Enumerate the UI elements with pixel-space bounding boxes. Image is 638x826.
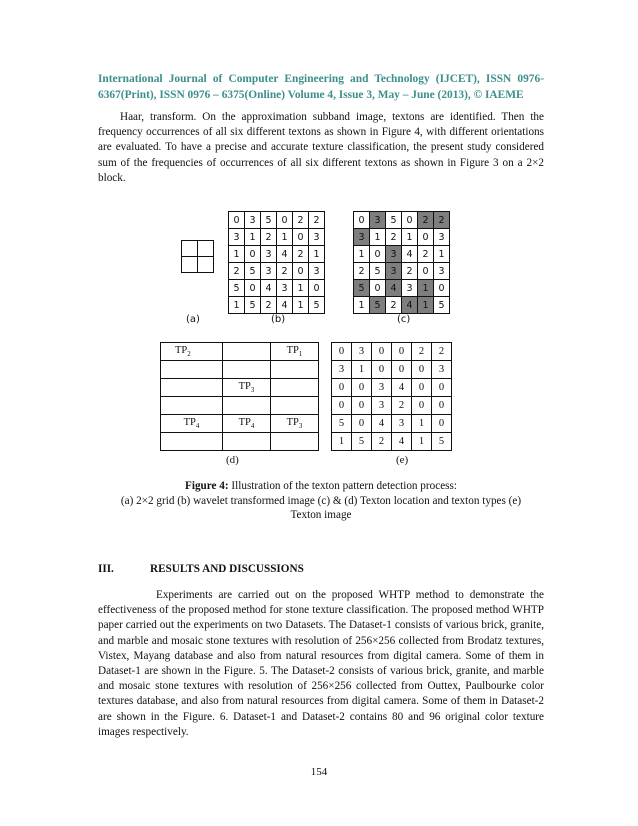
- grid-cell: 5: [309, 297, 325, 314]
- grid-cell: 1: [412, 433, 432, 451]
- grid-cell: 3: [372, 397, 392, 415]
- grid-cell: 1: [434, 246, 450, 263]
- grid-cell: 5: [370, 297, 386, 314]
- grid-cell: 3: [352, 343, 372, 361]
- grid-cell: 5: [245, 297, 261, 314]
- grid-cell: 4: [402, 246, 418, 263]
- grid-cell: 2: [354, 263, 370, 280]
- grid-2x2: [181, 240, 214, 273]
- grid-cell: 3: [370, 212, 386, 229]
- grid-cell: 0: [412, 379, 432, 397]
- grid-cell: 3: [434, 229, 450, 246]
- label-a: (a): [186, 314, 200, 325]
- grid-cell: 2: [386, 297, 402, 314]
- grid-cell: 4: [386, 280, 402, 297]
- tp3-label-right: TP: [286, 416, 299, 428]
- grid-cell: 5: [354, 280, 370, 297]
- grid-cell: 2: [261, 229, 277, 246]
- grid-cell: 5: [370, 263, 386, 280]
- grid-cell: 4: [277, 246, 293, 263]
- grid-cell: 0: [402, 212, 418, 229]
- grid-cell: 1: [370, 229, 386, 246]
- grid-cell: 1: [354, 297, 370, 314]
- grid-cell: 3: [245, 212, 261, 229]
- texton-location-grid: [353, 211, 450, 314]
- caption-title: Figure 4:: [185, 480, 229, 492]
- grid-cell: 1: [354, 246, 370, 263]
- grid-cell: 0: [352, 397, 372, 415]
- grid-cell: 5: [332, 415, 352, 433]
- grid-cell: 1: [412, 415, 432, 433]
- grid-cell: 0: [370, 280, 386, 297]
- tp2-label: TP: [175, 344, 188, 356]
- grid-cell: 4: [372, 415, 392, 433]
- grid-cell: 3: [261, 263, 277, 280]
- grid-cell: 2: [293, 246, 309, 263]
- grid-cell: 1: [277, 229, 293, 246]
- grid-cell: 2: [229, 263, 245, 280]
- grid-cell: 1: [309, 246, 325, 263]
- grid-cell: 3: [309, 229, 325, 246]
- grid-cell: 3: [332, 361, 352, 379]
- grid-cell: 5: [352, 433, 372, 451]
- grid-cell: 2: [309, 212, 325, 229]
- grid-cell: 3: [402, 280, 418, 297]
- grid-cell: 0: [354, 212, 370, 229]
- grid-cell: 0: [332, 379, 352, 397]
- grid-cell: 2: [402, 263, 418, 280]
- grid-cell: 4: [392, 433, 412, 451]
- grid-cell: 0: [245, 280, 261, 297]
- grid-cell: 2: [392, 397, 412, 415]
- grid-cell: 5: [386, 212, 402, 229]
- grid-cell: 0: [309, 280, 325, 297]
- grid-cell: 0: [229, 212, 245, 229]
- tp4-label-mid: TP: [238, 416, 251, 428]
- grid-cell: 2: [261, 297, 277, 314]
- grid-cell: 5: [229, 280, 245, 297]
- grid-cell: 3: [392, 415, 412, 433]
- grid-cell: 0: [432, 415, 452, 433]
- grid-cell: 1: [229, 246, 245, 263]
- grid-cell: 0: [434, 280, 450, 297]
- grid-cell: 1: [402, 229, 418, 246]
- tp4-label-left: TP: [183, 416, 196, 428]
- tp3-label: TP: [238, 380, 251, 392]
- grid-cell: 2: [412, 343, 432, 361]
- grid-cell: 0: [392, 343, 412, 361]
- grid-cell: 4: [402, 297, 418, 314]
- grid-cell: 4: [277, 297, 293, 314]
- intro-paragraph: Haar, transform. On the approximation subband image, textons are identified. Then the frequency occurrences of all six different textons as shown in Figure 4, with different orientations are evaluated. To have a precise and accurate texture classification, the present study considered sum of the frequencies of occurrences of all six different textons as shown in Figure 3 on a 2×2 block.: [98, 111, 544, 184]
- grid-cell: 1: [352, 361, 372, 379]
- grid-cell: 0: [372, 343, 392, 361]
- grid-cell: 0: [392, 361, 412, 379]
- grid-cell: 0: [418, 263, 434, 280]
- grid-cell: 3: [354, 229, 370, 246]
- grid-cell: 0: [352, 415, 372, 433]
- grid-cell: 0: [352, 379, 372, 397]
- grid-cell: 0: [293, 263, 309, 280]
- grid-cell: 1: [229, 297, 245, 314]
- texton-image-grid: [331, 342, 452, 451]
- grid-cell: 3: [309, 263, 325, 280]
- grid-cell: 0: [372, 361, 392, 379]
- grid-cell: 0: [370, 246, 386, 263]
- grid-cell: 5: [261, 212, 277, 229]
- grid-cell: 0: [412, 361, 432, 379]
- grid-cell: 1: [293, 280, 309, 297]
- grid-cell: 1: [332, 433, 352, 451]
- caption-line-2: (a) 2×2 grid (b) wavelet transformed image (c) & (d) Texton location and texton types (e): [120, 494, 522, 507]
- grid-cell: 4: [392, 379, 412, 397]
- grid-cell: 2: [432, 343, 452, 361]
- journal-header: International Journal of Computer Engineering and Technology (IJCET), ISSN 0976-6367(Print), ISSN 0976 – 6375(Online) Volume 4, Issue 3, May – June (2013), © IAEME: [98, 73, 544, 101]
- grid-cell: 1: [418, 297, 434, 314]
- label-b: (b): [271, 314, 286, 325]
- grid-cell: 2: [418, 212, 434, 229]
- grid-cell: 0: [432, 379, 452, 397]
- wavelet-grid: [228, 211, 325, 314]
- grid-cell: 2: [277, 263, 293, 280]
- grid-cell: 3: [386, 263, 402, 280]
- tp1-label: TP: [286, 344, 299, 356]
- page-number: 154: [310, 766, 328, 778]
- grid-cell: 2: [434, 212, 450, 229]
- grid-cell: 1: [418, 280, 434, 297]
- label-c: (c): [397, 314, 411, 325]
- grid-cell: 1: [293, 297, 309, 314]
- grid-cell: 2: [386, 229, 402, 246]
- caption-line-3: Texton image: [290, 509, 352, 521]
- grid-cell: 3: [434, 263, 450, 280]
- figure-caption: [98, 479, 544, 523]
- section-title: RESULTS AND DISCUSSIONS: [150, 563, 304, 575]
- texton-types-grid: $TP_2$ $TP_1$ $TP_3$ $TP_4$ $TP_4$ $TP_3$: [160, 342, 319, 451]
- grid-cell: 2: [372, 433, 392, 451]
- grid-cell: 2: [418, 246, 434, 263]
- grid-cell: 3: [229, 229, 245, 246]
- caption-line-1: Illustration of the texton pattern detection process:: [228, 480, 457, 492]
- grid-cell: 0: [293, 229, 309, 246]
- grid-cell: 3: [432, 361, 452, 379]
- grid-cell: 3: [261, 246, 277, 263]
- grid-cell: 0: [277, 212, 293, 229]
- grid-cell: 3: [277, 280, 293, 297]
- grid-cell: 5: [245, 263, 261, 280]
- grid-cell: 0: [412, 397, 432, 415]
- grid-cell: 2: [293, 212, 309, 229]
- grid-cell: 0: [332, 397, 352, 415]
- label-e: (e): [396, 454, 409, 466]
- grid-cell: 0: [332, 343, 352, 361]
- grid-cell: 5: [432, 433, 452, 451]
- results-paragraph: Experiments are carried out on the proposed WHTP method to demonstrate the effectiveness of the proposed method for stone texture classification. The proposed method WHTP paper carried out the experiments on two Datasets. The Dataset-1 consists of various brick, granite, and marble and mosaic stone textures with resolution of 256×256 collected from Brodatz textures, Vistex, Mayang database and also from natural resources from digital camera. Some of them in Dataset-1 are shown in the Figure. 5. The Dataset-2 consists of various brick, granite, and marble and mosaic stone textures with resolution of 256×256 collected from Outtex, Paulbourke color textures database, and also from natural resources from digital camera. Some of them in Dataset-2 are shown in the Figure. 6. Dataset-1 and Dataset-2 contains 80 and 96 original color texture images respectively.: [98, 589, 544, 738]
- grid-cell: 0: [245, 246, 261, 263]
- section-number: III.: [98, 563, 114, 575]
- grid-cell: 3: [386, 246, 402, 263]
- grid-cell: 4: [261, 280, 277, 297]
- label-d: (d): [226, 454, 239, 466]
- grid-cell: 0: [418, 229, 434, 246]
- grid-cell: 5: [434, 297, 450, 314]
- grid-cell: 0: [432, 397, 452, 415]
- grid-cell: 3: [372, 379, 392, 397]
- grid-cell: 1: [245, 229, 261, 246]
